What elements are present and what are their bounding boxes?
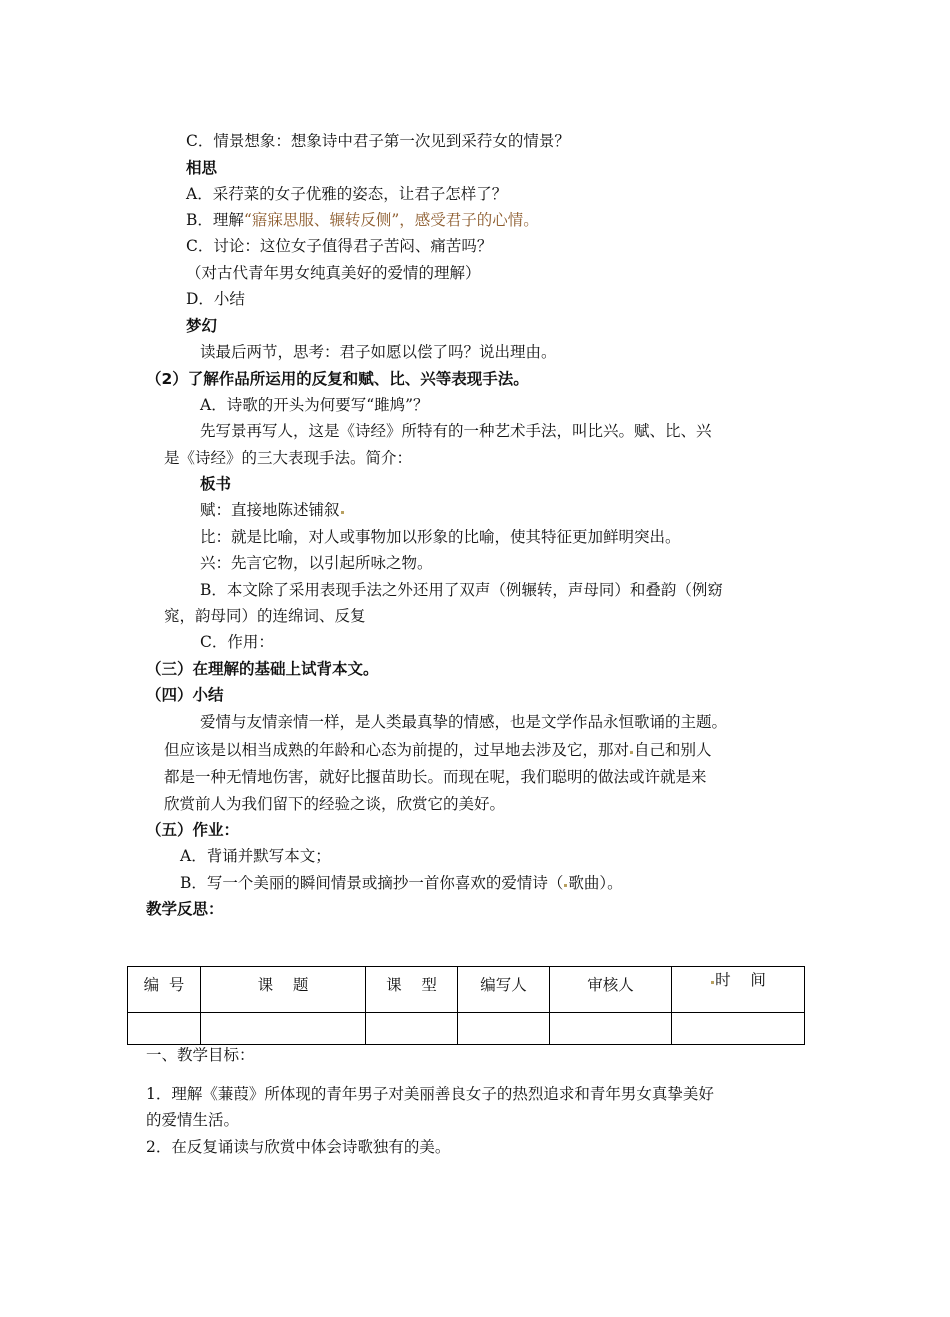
text-line: 窕，韵母同）的连绵词、反复 xyxy=(164,607,366,625)
text-line xyxy=(164,740,712,760)
info-table xyxy=(127,966,805,1045)
mark-dot xyxy=(630,751,633,754)
header-cell-time xyxy=(672,967,805,1013)
objective-item-1: 1．理解《蒹葭》所体现的青年男子对美丽善良女子的热烈追求和青年男女真挚美好 xyxy=(146,1085,714,1103)
text-line: 爱情与友情亲情一样，是人类最真挚的情感，也是文学作品永恒歌诵的主题。 xyxy=(200,713,728,731)
header-cell-reviewer: 审核人 xyxy=(550,967,672,1013)
table-cell xyxy=(672,1013,805,1045)
header-cell-author: 编写人 xyxy=(458,967,550,1013)
text-line: 读最后两节，思考：君子如愿以偿了吗？说出理由。 xyxy=(200,343,557,361)
text-segment: B．写一个美丽的瞬间情景或摘抄一首你喜欢的爱情诗（ xyxy=(180,874,564,892)
section-heading-menghuan: 梦幻 xyxy=(186,317,218,335)
text-line: D．小结 xyxy=(186,290,245,308)
mark-dot xyxy=(711,981,714,984)
text-segment: 歌曲）。 xyxy=(568,874,623,892)
text-line: （对古代青年男女纯真美好的爱情的理解） xyxy=(186,264,481,282)
section-heading: （五）作业： xyxy=(146,821,240,839)
section-heading: （三）在理解的基础上试背本文。 xyxy=(146,660,379,678)
section-heading-banshu: 板书 xyxy=(200,475,232,493)
section-heading: （2）了解作品所运用的反复和赋、比、兴等表现手法。 xyxy=(146,370,529,388)
header-cell-time-label: 时 间 xyxy=(715,971,766,989)
section-heading-reflection: 教学反思： xyxy=(146,900,224,918)
text-line: B．本文除了采用表现手法之外还用了双声（例辗转，声母同）和叠韵（例窈 xyxy=(200,581,723,599)
text-line: 兴：先言它物，以引起所咏之物。 xyxy=(200,554,433,572)
text-line: C．作用： xyxy=(200,633,274,651)
text-segment: 自己和别人 xyxy=(634,741,712,759)
highlighted-quote: “寤寐思服、辗转反侧”，感受君子的心情。 xyxy=(243,211,539,229)
text-line: 是《诗经》的三大表现手法。简介： xyxy=(164,449,413,467)
objective-item-2: 2．在反复诵读与欣赏中体会诗歌独有的美。 xyxy=(146,1138,451,1156)
text-line: 欣赏前人为我们留下的经验之谈，欣赏它的美好。 xyxy=(164,795,506,813)
objective-item-1-cont: 的爱情生活。 xyxy=(146,1111,240,1129)
text-line: 先写景再写人，这是《诗经》所特有的一种艺术手法，叫比兴。赋、比、兴 xyxy=(200,422,712,440)
text-line: C．讨论：这位女子值得君子苦闷、痛苦吗？ xyxy=(186,237,493,255)
text-segment: 赋：直接地陈述铺叙 xyxy=(200,501,340,519)
objectives-heading: 一、教学目标： xyxy=(146,1046,255,1064)
table-row xyxy=(128,1013,805,1045)
text-line: 都是一种无情地伤害，就好比揠苗助长。而现在呢，我们聪明的做法或许就是来 xyxy=(164,768,707,786)
table-cell xyxy=(550,1013,672,1045)
text-line: A．背诵并默写本文； xyxy=(180,847,331,865)
text-line xyxy=(180,873,623,893)
header-cell-topic: 课 题 xyxy=(201,967,366,1013)
section-heading: （四）小结 xyxy=(146,686,224,704)
text-line: A．采荇菜的女子优雅的姿态，让君子怎样了？ xyxy=(186,185,508,203)
header-cell-type: 课 型 xyxy=(366,967,458,1013)
table-cell xyxy=(458,1013,550,1045)
table-cell xyxy=(201,1013,366,1045)
text-line: A．诗歌的开头为何要写“雎鸠”？ xyxy=(200,396,429,414)
section-heading-xiangsi: 相思 xyxy=(186,159,218,177)
table-cell xyxy=(128,1013,201,1045)
mark-dot xyxy=(341,511,344,514)
mark-dot xyxy=(564,884,567,887)
text-segment: B．理解 xyxy=(186,211,244,229)
text-line xyxy=(200,500,345,520)
text-line: 比：就是比喻，对人或事物加以形象的比喻，使其特征更加鲜明突出。 xyxy=(200,528,681,546)
header-cell-number: 编 号 xyxy=(128,967,201,1013)
table-cell xyxy=(366,1013,458,1045)
text-line: C．情景想象：想象诗中君子第一次见到采荇女的情景？ xyxy=(186,132,570,150)
text-line xyxy=(186,210,539,230)
table-header-row xyxy=(128,967,805,1013)
text-segment: 但应该是以相当成熟的年龄和心态为前提的，过早地去涉及它，那对 xyxy=(164,741,630,759)
